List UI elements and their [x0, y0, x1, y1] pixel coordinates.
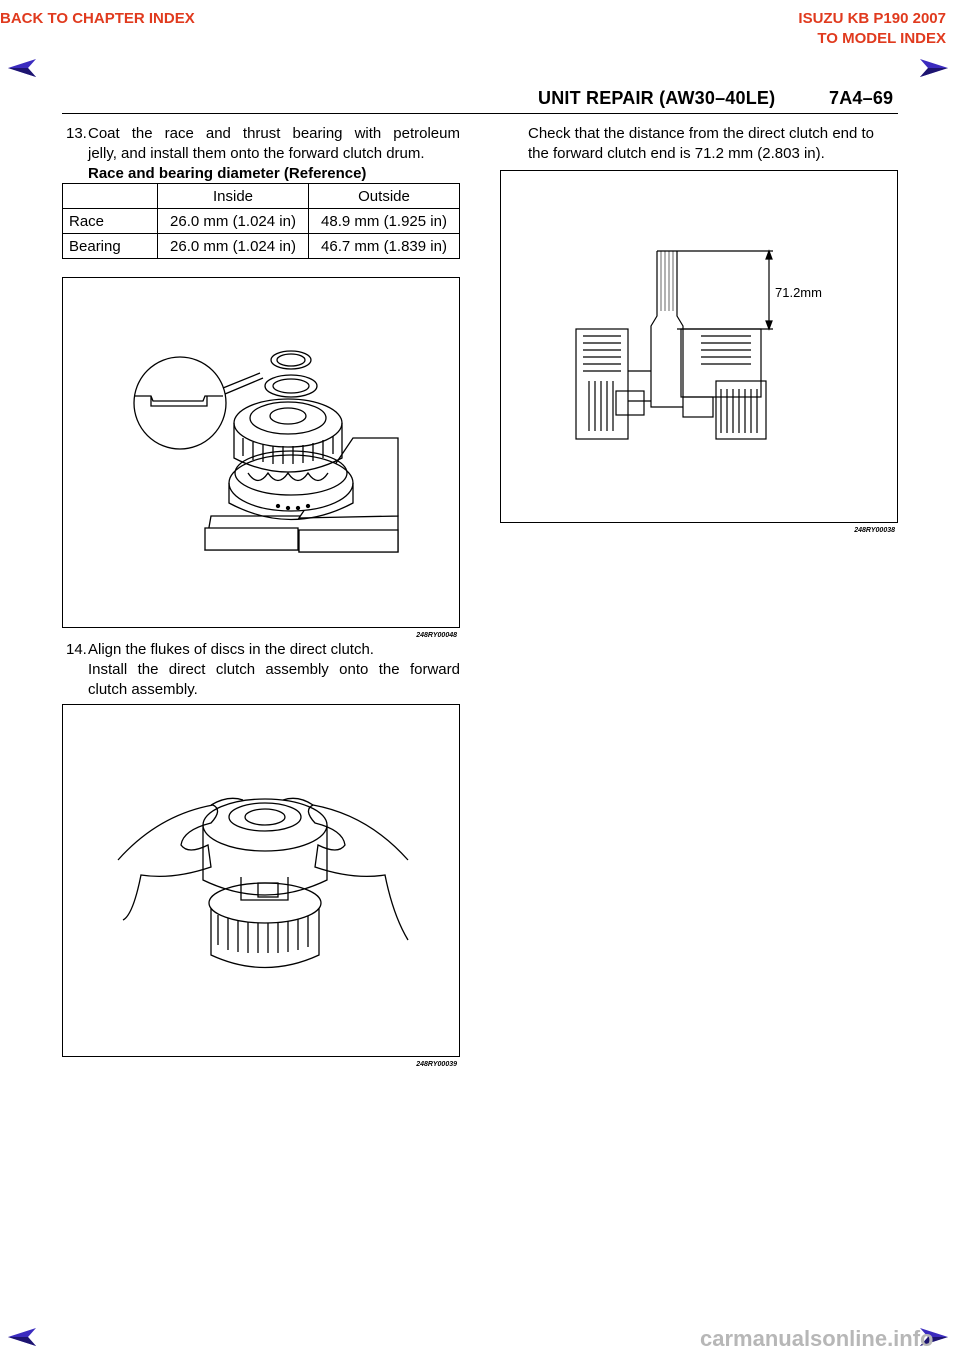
- table-header-inside: Inside: [158, 184, 309, 209]
- figure-race-bearing-install: [62, 277, 460, 639]
- diameter-table: [62, 183, 460, 259]
- step-14-number: 14.: [66, 641, 87, 658]
- table-cell: 26.0 mm (1.024 in): [158, 234, 309, 259]
- table-row: [63, 234, 460, 259]
- table-title: Race and bearing diameter (Reference): [88, 165, 367, 182]
- figure-id-label: 248RY00039: [416, 1061, 457, 1068]
- clutch-cross-section-illustration: [501, 171, 897, 522]
- table-cell: 26.0 mm (1.024 in): [158, 209, 309, 234]
- table-cell: 48.9 mm (1.925 in): [309, 209, 460, 234]
- step-13-number: 13.: [66, 125, 87, 142]
- watermark: carmanualsonline.info: [700, 1326, 934, 1351]
- previous-page-arrow-icon-bottom[interactable]: [6, 1326, 38, 1348]
- direct-clutch-illustration: [63, 705, 459, 1056]
- page-number: 7A4–69: [829, 88, 894, 108]
- to-model-index-link[interactable]: TO MODEL INDEX: [817, 30, 946, 47]
- table-cell: Bearing: [63, 234, 158, 259]
- step-14-text-line2: Install the direct clutch assembly onto the forward: [88, 661, 460, 678]
- step-14-text-line3: clutch assembly.: [88, 681, 198, 698]
- model-title-link[interactable]: ISUZU KB P190 2007: [798, 10, 946, 27]
- figure-id-label: 248RY00048: [416, 632, 457, 639]
- figure-direct-clutch-install: [62, 704, 460, 1068]
- race-bearing-illustration: [63, 278, 459, 627]
- section-title: UNIT REPAIR (AW30–40LE): [538, 88, 776, 108]
- step-14-text-line1: Align the flukes of discs in the direct clutch.: [88, 641, 374, 658]
- dimension-label: 71.2mm: [775, 285, 822, 300]
- figure-id-label: 248RY00038: [854, 527, 895, 534]
- table-header-row: [63, 184, 460, 209]
- table-corner-cell: [63, 184, 158, 209]
- table-row: [63, 209, 460, 234]
- previous-page-arrow-icon[interactable]: [6, 57, 38, 79]
- table-cell: 46.7 mm (1.839 in): [309, 234, 460, 259]
- check-text-line2: the forward clutch end is 71.2 mm (2.803 in).: [528, 145, 825, 162]
- next-page-arrow-icon[interactable]: [918, 57, 950, 79]
- figure-clutch-distance: [500, 170, 898, 534]
- table-header-outside: Outside: [309, 184, 460, 209]
- step-13-text-line2: jelly, and install them onto the forward clutch drum.: [88, 145, 425, 162]
- header-rule: [62, 113, 898, 114]
- check-text-line1: Check that the distance from the direct clutch end to: [528, 125, 875, 142]
- back-to-chapter-index-link[interactable]: BACK TO CHAPTER INDEX: [0, 10, 195, 27]
- table-cell: Race: [63, 209, 158, 234]
- step-13-text-line1: Coat the race and thrust bearing with petroleum: [88, 125, 460, 142]
